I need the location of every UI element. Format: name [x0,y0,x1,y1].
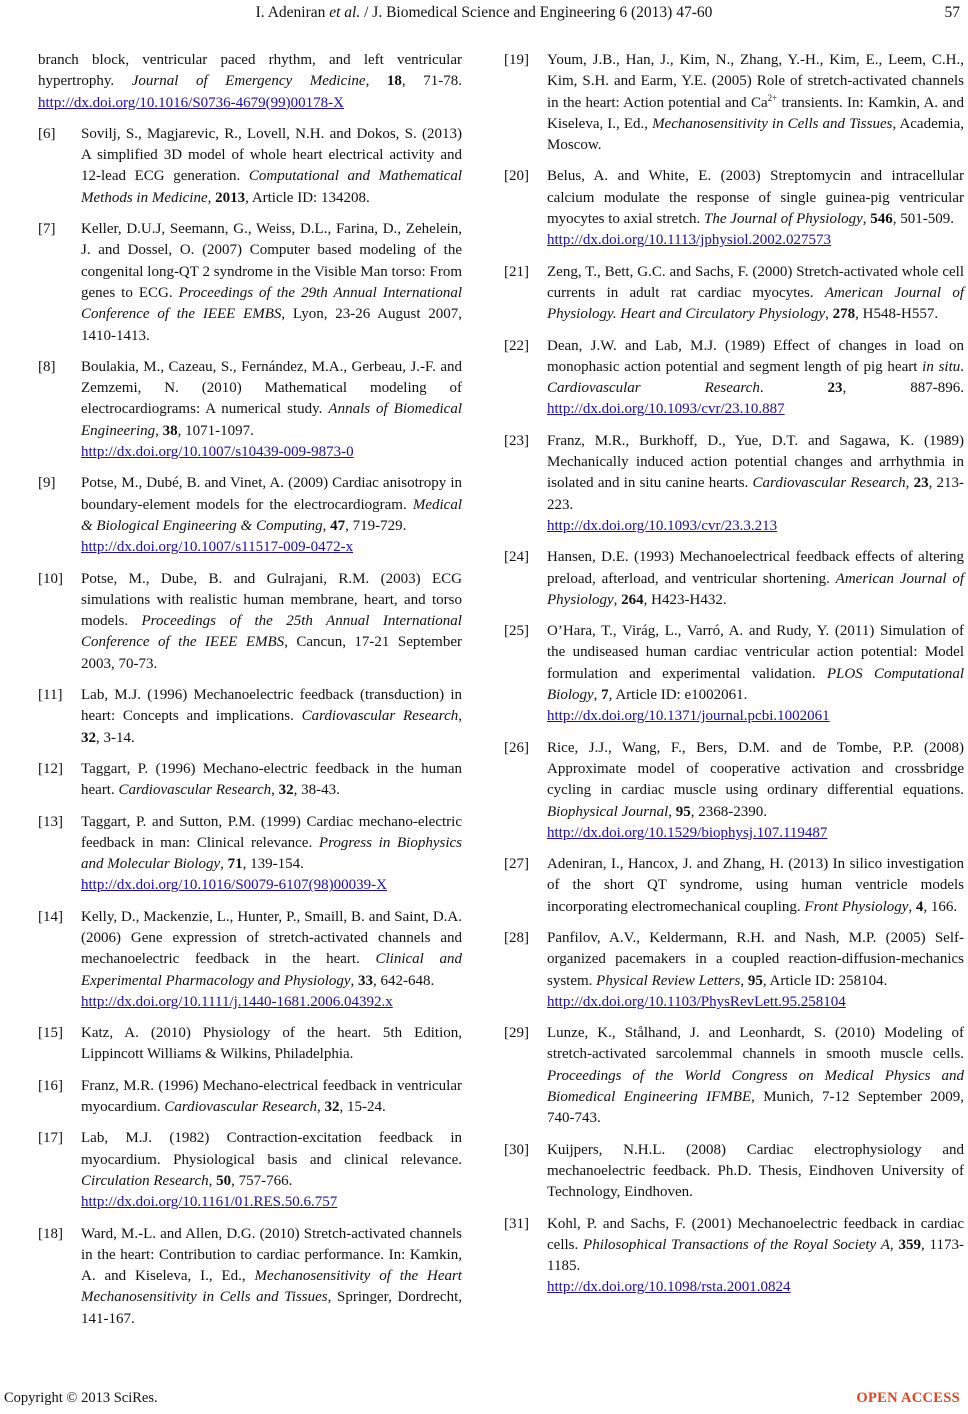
reference-authors-title: Lab, M.J. (1982) Contraction-excitation feedback in myocardium. Physiological basis and clinical relevance. [81,1130,462,1168]
reference-item [504,431,964,537]
reference-authors-title: Potse, M., Dube, B. and Gulrajani, R.M. (2003) ECG simulations with realistic human membrane, heart, and torso models. [81,570,462,630]
reference-item [38,569,462,675]
reference-separator: , [825,306,833,323]
reference-text [547,1140,964,1204]
reference-venue: Computational and Mathematical Methods in Medicine [81,168,462,206]
reference-authors-title: Sovilj, S., Magjarevic, R., Lovell, N.H. and Dokos, S. (2013) A simplified 3D model of whole heart electrical activity and 12-lead ECG generation. [81,125,462,185]
reference-separator: , [350,972,359,989]
reference-separator: , [905,475,914,492]
reference-separator: . [759,380,828,397]
reference-number: [9] [38,475,56,492]
reference-pages: , 38-43. [293,782,340,799]
reference-number: [31] [504,1215,529,1232]
reference-text [547,262,964,326]
reference-text [547,431,964,537]
reference-continuation [38,50,462,114]
reference-number: [10] [38,570,63,587]
reference-venue: Circulation Research [81,1172,209,1189]
reference-separator: , [751,1089,764,1106]
reference-item [38,1023,462,1066]
reference-text [547,547,964,611]
reference-venue: Cardiovascular Research [301,708,459,725]
reference-item [504,1214,964,1299]
reference-authors-title: Lab, M.J. (1996) Mechanoelectric feedback (transduction) in heart: Concepts and implications. [81,687,462,725]
reference-item [504,738,964,844]
header-etal: et al. [329,4,361,21]
cont-text: branch block, ventricular paced rhythm, and left ventricular hypertrophy. [38,52,462,90]
reference-pages: , 642-648. [373,972,435,989]
reference-number: [25] [504,623,529,640]
reference-item [38,685,462,749]
left-column [38,50,462,1340]
reference-volume: 32 [81,729,96,746]
reference-volume: 32 [278,782,294,799]
reference-text-cont: transients. In: Kamkin, A. and Kiseleva, I., Ed., [547,94,964,132]
reference-list-right [504,50,964,1299]
reference-doi-link[interactable]: http://dx.doi.org/10.1093/cvr/23.10.887 [547,401,785,418]
reference-item [504,262,964,326]
reference-number: [21] [504,263,529,280]
reference-venue: in situ [922,358,961,375]
reference-authors-title: Zeng, T., Bett, G.C. and Sachs, F. (2000) Stretch-activated whole cell currents in adult rat cardiac myocytes. [547,263,964,301]
reference-authors-title: Hansen, D.E. (1993) Mechanoelectrical feedback effects of altering preload, afterload, and ventricular shortening. [547,549,964,587]
reference-doi-link[interactable]: http://dx.doi.org/10.1007/s11517-009-0472-x [81,539,354,556]
reference-separator: , [271,782,279,799]
reference-venue: Front Physiology [804,898,909,915]
reference-volume: 546 [870,211,893,228]
reference-superscript: 2+ [767,92,778,103]
reference-venue: American Journal of Physiology [547,570,964,608]
reference-text [81,1076,462,1119]
reference-text [81,1224,462,1330]
reference-number: [26] [504,739,529,756]
reference-text [547,50,964,156]
reference-item [504,166,964,251]
reference-separator: , [284,634,297,651]
reference-separator: , [862,211,871,228]
reference-number: [20] [504,168,529,185]
reference-venue: Physical Review Letters [596,972,741,989]
header-author: I. Adeniran [255,4,330,21]
reference-text [81,473,462,558]
reference-doi-link[interactable]: http://dx.doi.org/10.1113/jphysiol.2002.027573 [547,232,832,249]
reference-item [504,928,964,1013]
reference-separator: , [207,189,216,206]
cont-pages: , 71-78. [401,73,463,90]
reference-doi-link[interactable]: http://dx.doi.org/10.1016/S0079-6107(98)00039-X [81,877,387,894]
reference-pages: , 213-223. [547,475,965,513]
reference-venue: Proceedings of the 29th Annual International Conference of the IEEE EMBS [81,284,462,323]
reference-authors-title: Panfilov, A.V., Keldermann, R.H. and Nash, M.P. (2005) Self-organized pacemakers in a coupled reaction-diffusion-mechanics system. [547,929,964,989]
reference-number: [15] [38,1025,63,1042]
reference-pages: , 2368-2390. [690,803,767,820]
reference-authors-title: Rice, J.J., Wang, F., Bers, D.M. and de Tombe, P.P. (2008) Approximate model of cooperative activation and crossbridge cycling in cardiac muscle using ordinary differential equations. [547,739,964,799]
reference-authors-title: O’Hara, T., Virág, L., Varró, A. and Rudy, Y. (2011) Simulation of the undiseased human cardiac ventricular action potential: Model formulation and experimental validation. [547,623,964,682]
reference-number: [6] [38,125,56,142]
reference-number: [12] [38,760,63,777]
reference-text [547,1214,964,1299]
reference-pages: , 139-154. [242,856,304,873]
reference-text [81,219,462,347]
reference-authors-title: Youm, J.B., Han, J., Kim, N., Zhang, Y.-H., Kim, E., Leem, C.H., Kim, S.H. and Earm, Y.E. (2005) Role of stretch-activated channels in the heart: Action potential and Ca [547,52,964,111]
reference-item [38,1076,462,1119]
reference-separator: , [220,856,228,873]
reference-venue: Mechanosensitivity in Cells and Tissues [652,115,893,132]
reference-pages: , 3-14. [96,729,135,746]
reference-item [504,854,964,918]
reference-authors-title: Taggart, P. (1996) Mechano-electric feedback in the human heart. [81,760,462,799]
reference-authors-title: Adeniran, I., Hancox, J. and Zhang, H. (2013) In silico investigation of the short QT syndrome, using human ventricle models incorporating electromechanical coupling. [547,856,964,915]
reference-venue: Mechanosensitivity of the Heart Mechanosensitivity in Cells and Tissues [81,1268,462,1306]
reference-number: [27] [504,856,529,873]
reference-number: [28] [504,929,529,946]
reference-venue-2: Cardiovascular Research [547,380,760,397]
reference-separator: , [892,115,900,132]
reference-authors-title: Franz, M.R. (1996) Mechano-electrical feedback in ventricular myocardium. [81,1077,462,1116]
reference-text [81,569,462,675]
reference-volume: 33 [358,972,374,989]
reference-pages: Lyon, 23-26 August 2007, 1410-1413. [81,306,463,344]
reference-authors-title: Lunze, K., Stålhand, J. and Leonhardt, S. (2010) Modeling of stretch-activated sarcolemmal channels in smooth muscle cells. [547,1025,964,1063]
reference-pages: , Article ID: e1002061. [608,687,748,704]
reference-item [38,357,462,463]
reference-item [38,1128,462,1213]
reference-venue: Cardiovascular Research [118,782,272,799]
header-journal: / J. Biomedical Science and Engineering 6 (2013) 47-60 [360,4,713,21]
reference-separator: , [327,1289,338,1306]
reference-venue: Progress in Biophysics and Molecular Biology [81,834,462,873]
reference-authors-title: Boulakia, M., Cazeau, S., Fernández, M.A., Gerbeau, J.-F. and Zemzemi, N. (2010) Mathematical modeling of electrocardiograms: A numerical study. [81,358,462,418]
reference-doi-link[interactable]: http://dx.doi.org/10.1103/PhysRevLett.95.258104 [547,993,846,1010]
reference-volume: 32 [324,1099,340,1116]
reference-pages: , 887-896. [842,380,965,397]
reference-separator: , [740,972,748,989]
reference-venue: Annals of Biomedical Engineering [81,401,462,439]
reference-authors-title: Taggart, P. and Sutton, P.M. (1999) Cardiac mechano-electric feedback in man: Clinical relevance. [81,813,462,851]
reference-item [504,50,964,156]
reference-number: [17] [38,1130,63,1147]
reference-item [38,759,462,802]
reference-pages: , 1071-1097. [177,422,254,439]
reference-pages: , H548-H557. [855,306,939,323]
reference-number: [8] [38,358,56,375]
reference-volume: 278 [832,306,856,323]
reference-authors-title: Kohl, P. and Sachs, F. (2001) Mechanoelectric feedback in cardiac cells. [547,1215,964,1253]
reference-volume: 50 [216,1172,232,1189]
reference-volume: 264 [621,591,644,608]
reference-separator: , [889,1236,899,1253]
reference-separator: , [208,1172,217,1189]
reference-number: [13] [38,813,63,830]
copyright-notice: Copyright © 2013 SciRes. [4,1390,158,1406]
reference-number: [7] [38,221,56,238]
cont-venue: Journal of Emergency Medicine [131,73,366,90]
reference-pages: , 757-766. [231,1172,293,1189]
reference-item [504,1023,964,1129]
reference-authors-title: Potse, M., Dubé, B. and Vinet, A. (2009) Cardiac anisotropy in boundary-element models for the electrocardiogram. [81,475,462,513]
reference-item [38,1224,462,1330]
reference-number: [29] [504,1025,529,1042]
reference-doi-link[interactable]: http://dx.doi.org/10.1371/journal.pcbi.1002061 [547,708,830,725]
running-header [0,2,968,26]
reference-number: [24] [504,549,529,566]
reference-list-left [38,124,462,1330]
reference-doi-link[interactable]: http://dx.doi.org/10.1529/biophysj.107.119487 [547,824,828,841]
reference-doi-link[interactable]: http://dx.doi.org/10.1007/s10439-009-9873-0 [81,444,354,461]
reference-text [81,812,462,897]
reference-authors-title: Keller, D.U.J, Seemann, G., Weiss, D.L., Farina, D., Zehelein, J. and Dossel, O. (2007) Computer based modeling of the congenital long-QT 2 syndrome in the Visible Man torso: From genes to ECG. [81,221,462,301]
reference-text [547,854,964,918]
reference-doi-link[interactable]: http://dx.doi.org/10.1111/j.1440-1681.2006.04392.x [81,993,393,1010]
reference-pages: Munich, 7-12 September 2009, 740-743. [547,1089,964,1127]
reference-separator: , [613,591,622,608]
reference-number: [23] [504,432,529,449]
reference-item [504,336,964,421]
reference-venue: Philosophical Transactions of the Royal Society A [583,1236,890,1253]
reference-pages: , 719-729. [345,517,407,534]
reference-separator: , [322,517,331,534]
reference-pages: , 15-24. [339,1099,386,1116]
reference-text [547,1023,964,1129]
page-number: 57 [944,4,960,21]
reference-venue: The Journal of Physiology [704,211,863,228]
reference-pages: Academia, Moscow. [547,115,964,154]
cont-sep: , [365,73,387,90]
reference-doi-link[interactable]: http://dx.doi.org/10.1161/01.RES.50.6.757 [81,1194,338,1211]
reference-authors-title: Dean, J.W. and Lab, M.J. (1989) Effect of changes in load on monophasic action potential and segment length of pig heart [547,337,964,375]
reference-doi-link[interactable]: http://dx.doi.org/10.1098/rsta.2001.0824 [547,1279,791,1296]
reference-number: [11] [38,687,63,704]
reference-separator: , [281,306,293,323]
reference-volume: 23 [913,475,929,492]
reference-volume: 7 [601,687,609,704]
reference-venue: Cardiovascular Research [164,1099,317,1116]
reference-number: [16] [38,1077,63,1094]
cont-volume: 18 [386,73,402,90]
reference-text [547,928,964,1013]
reference-number: [14] [38,908,63,925]
reference-pages: Springer, Dordrecht, 141-167. [81,1289,462,1327]
reference-number: [22] [504,337,529,354]
reference-venue: Medical & Biological Engineering & Computing [81,496,462,534]
reference-pages: , 501-509. [892,211,955,228]
reference-authors-title: Belus, A. and White, E. (2003) Streptomycin and intracellular calcium modulate the response of single guinea-pig ventricular myocytes to axial stretch. [547,168,964,228]
reference-venue: Biophysical Journal [547,803,669,820]
reference-text [547,738,964,844]
reference-separator: , [593,687,602,704]
page-footer [0,1388,968,1414]
reference-text [81,759,462,802]
reference-authors-title: Franz, M.R., Burkhoff, D., Yue, D.T. and Sagawa, K. (1989) Mechanically induced action potential changes and arrhythmia in isolated and in situ canine hearts. [547,432,964,492]
reference-text [547,621,964,727]
reference-venue: Proceedings of the 25th Annual International Conference of the IEEE EMBS [81,613,462,651]
reference-volume: 47 [330,517,346,534]
reference-volume: 95 [747,972,763,989]
cont-doi-link[interactable]: http://dx.doi.org/10.1016/S0736-4679(99)00178-X [38,94,344,111]
reference-authors-title: Kelly, D., Mackenzie, L., Hunter, P., Smaill, B. and Saint, D.A. (2006) Gene expression of stretch-activated channels and mechanoelectric feedback in the heart. [81,908,462,968]
open-access-label: OPEN ACCESS [856,1390,960,1406]
reference-separator: , [908,898,916,915]
reference-venue: Cardiovascular Research [752,475,906,492]
reference-item [38,473,462,558]
reference-doi-link[interactable]: http://dx.doi.org/10.1093/cvr/23.3.213 [547,517,778,534]
reference-venue: PLOS Computational Biology [547,665,964,704]
reference-pages: Cancun, 17-21 September 2003, 70-73. [81,634,462,672]
reference-text [547,336,964,421]
reference-item [504,1140,964,1204]
reference-authors-title: Katz, A. (2010) Physiology of the heart. 5th Edition, Lippincott Williams & Wilkins, Philadelphia. [81,1025,462,1063]
reference-pages: , 1173-1185. [547,1236,964,1275]
reference-venue: Proceedings of the World Congress on Medical Physics and Biomedical Engineering IFMBE [547,1067,964,1106]
reference-number: [18] [38,1225,63,1242]
reference-volume: 95 [675,803,691,820]
reference-pages: , Article ID: 258104. [762,972,888,989]
reference-volume: 4 [915,898,924,915]
reference-venue: American Journal of Physiology. Heart and Circulatory Physiology [547,284,964,323]
reference-item [38,812,462,897]
reference-separator: , [316,1099,325,1116]
reference-text [81,357,462,463]
reference-volume: 71 [227,856,243,873]
reference-separator: , [668,803,676,820]
right-column [504,50,964,1309]
reference-item [38,907,462,1013]
reference-volume: 23 [827,380,843,397]
reference-authors-title: Kuijpers, N.H.L. (2008) Cardiac electrophysiology and mechanoelectric feedback. Ph.D. Thesis, Eindhoven University of Technology, Eindhoven. [547,1141,964,1201]
reference-text [81,685,462,749]
reference-separator: , [155,422,163,439]
reference-volume: 2013 [215,189,246,206]
reference-text [81,1128,462,1213]
reference-separator: . [960,358,964,375]
running-title [0,4,968,22]
reference-pages: , 166. [923,898,958,915]
reference-number: [19] [504,52,529,68]
reference-item [38,124,462,209]
reference-separator: , [458,708,462,725]
reference-number: [30] [504,1141,529,1158]
reference-text [81,1023,462,1066]
reference-text [547,166,964,251]
reference-authors-title: Ward, M.-L. and Allen, D.G. (2010) Stretch-activated channels in the heart: Contribution to cardiac performance. In: Kamkin, A. and Kiseleva, I., Ed., [81,1225,462,1285]
reference-venue: Clinical and Experimental Pharmacology and Physiology [81,951,462,989]
reference-item [504,547,964,611]
reference-volume: 359 [898,1236,921,1253]
reference-text [81,124,462,209]
reference-pages: , H423-H432. [643,591,727,608]
reference-item [38,219,462,347]
reference-pages: , Article ID: 134208. [245,189,370,206]
reference-item [504,621,964,727]
reference-text [81,907,462,1013]
reference-volume: 38 [162,422,178,439]
